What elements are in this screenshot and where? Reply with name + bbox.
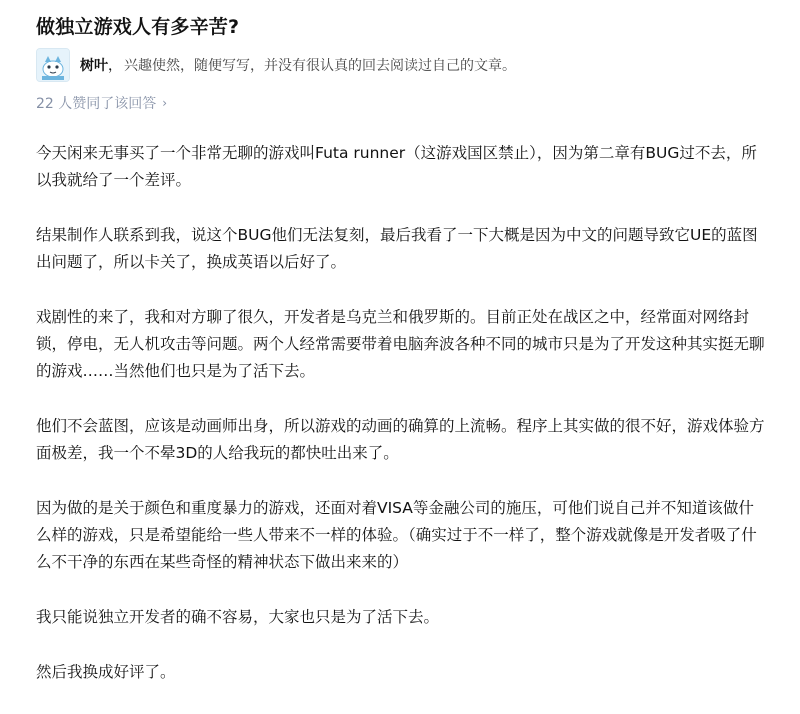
author-separator: ， [108, 58, 122, 74]
answer-paragraph: 今天闲来无事买了一个非常无聊的游戏叫Futa runner（这游戏国区禁止），因为第二章有BUG过不去，所以我就给了一个差评。 [36, 144, 757, 189]
vote-count-link[interactable] [36, 93, 167, 113]
answer-paragraph: 然后我换成好评了。 [36, 663, 176, 681]
answer-content [36, 140, 768, 714]
answer-paragraph: 结果制作人联系到我，说这个BUG他们无法复刻，最后我看了一下大概是因为中文的问题导致它UE的蓝图出问题了，所以卡关了，换成英语以后好了。 [36, 226, 758, 271]
author-name[interactable]: 树叶 [80, 58, 108, 74]
question-title[interactable]: 做独立游戏人有多辛苦? [36, 16, 240, 38]
answer-paragraph: 因为做的是关于颜色和重度暴力的游戏，还面对着VISA等金融公司的施压，可他们说自己并不知道该做什么样的游戏，只是希望能给一些人带来不一样的体验。（确实过于不一样了，整个游戏就像是开发者吸了什么不干净的东西在某些奇怪的精神状态下做出来来的） [36, 499, 757, 571]
vote-count-text: 22 人赞同了该回答 [36, 96, 157, 112]
answer-paragraph: 他们不会蓝图，应该是动画师出身，所以游戏的动画的确算的上流畅。程序上其实做的很不好，游戏体验方面极差，我一个不晕3D的人给我玩的都快吐出来了。 [36, 417, 765, 462]
answer-paragraph: 我只能说独立开发者的确不容易，大家也只是为了活下去。 [36, 608, 440, 626]
avatar[interactable] [36, 48, 70, 82]
answer-paragraph: 戏剧性的来了，我和对方聊了很久，开发者是乌克兰和俄罗斯的。目前正处在战区之中，经常面对网络封锁，停电，无人机攻击等问题。两个人经常需要带着电脑奔波各种不同的城市只是为了开发这种其实挺无聊的游戏……当然他们也只是为了活下去。 [36, 308, 765, 380]
author-info [36, 48, 516, 82]
author-headline: 兴趣使然，随便写写，并没有很认真的回去阅读过自己的文章。 [124, 58, 516, 74]
cartoon-avatar-icon [37, 49, 69, 81]
chevron-right-icon: › [162, 96, 168, 110]
